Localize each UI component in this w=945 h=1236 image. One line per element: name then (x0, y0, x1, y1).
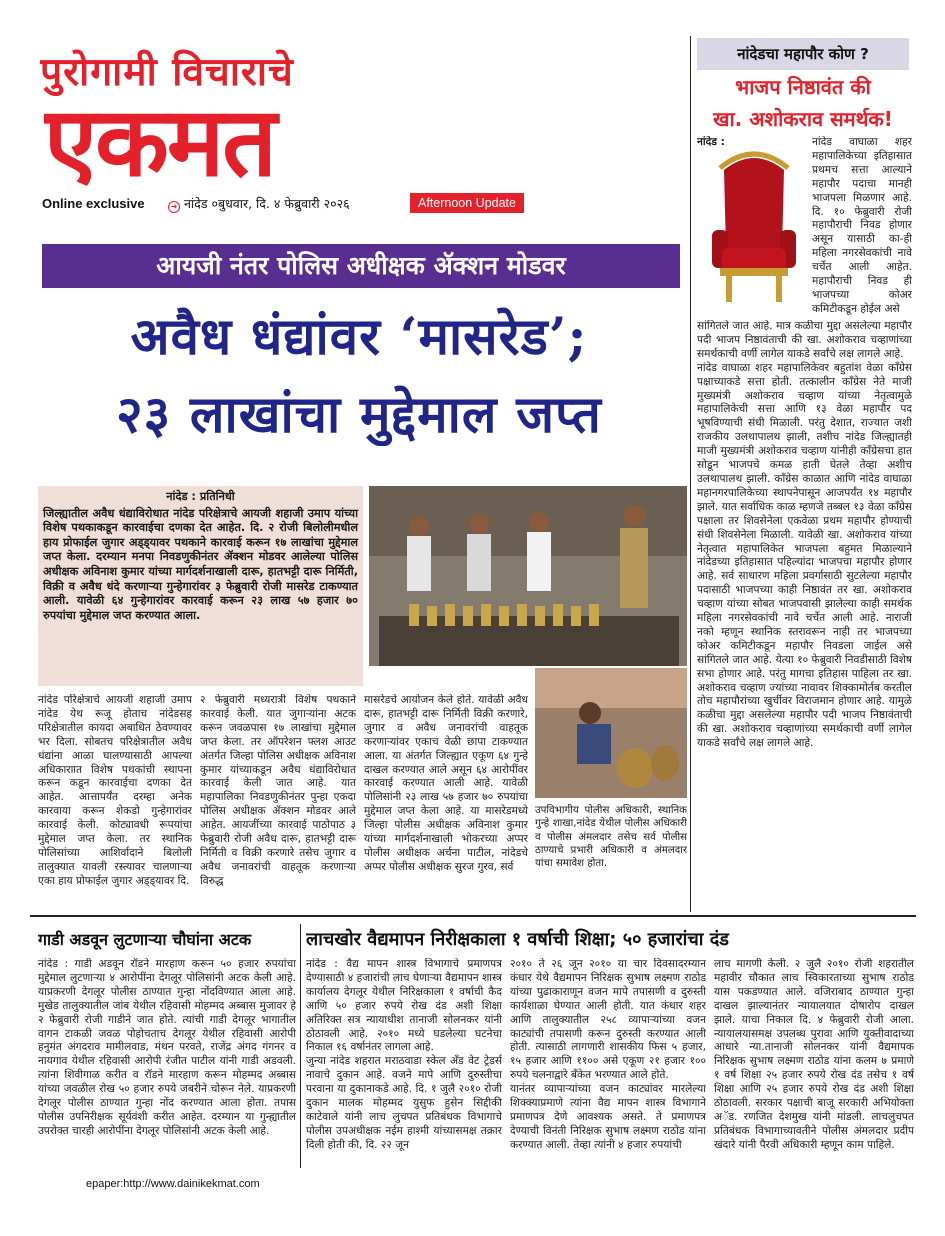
left-story-divider (300, 924, 301, 1168)
story-summary-box (38, 486, 363, 686)
dateline (168, 194, 350, 214)
photo-caption: उपविभागीय पोलीस अधिकारी, स्थानिक गुन्हे शाखा,नांदेड येथील पोलीस अधिकारी व पोलीस अंमलदार तसेच सर्व पोलीस ठाण्याचे प्रभारी अधिकारी व अंमलदार यांचा समावेश होता. (535, 805, 687, 870)
summary-text: जिल्ह्यातील अवैध धंद्याविरोधात नांदेड परिक्षेत्राचे आयजी शहाजी उमाप यांच्या विशेष पथकाकडून कारवाईचा दणका देत आहेत. दि. २ रोजी बिलोलीमधील हाय प्रोफाईल जुगार अड्ड्यावर पथकाने कारवाई करून १७ लाखांचा मुद्देमाल जप्त केला. दरम्यान मनपा निवडणुकीनंतर ॲक्शन मोडवर आलेल्या पोलिस अधीक्षक अविनाश कुमार यांच्या मार्गदर्शनाखाली दारू, हातभट्टी दारू निर्मिती, विक्री व अवैध धंदे करणाऱ्या गुन्हेगारांवर ३ फेब्रुवारी रोजी मासरेड टाकण्यात आली. यावेळी ६४ गुन्हेगारांवर कारवाई करून २३ लाख ५७ हजार ७० रुपयांचा मुद्देमाल जप्त करण्यात आला. (43, 506, 358, 622)
sidebar-lead: नांदेड वाघाळा शहर महापालिकेच्या इतिहासात प्रथमच सत्ता आल्याने महापौर पदाचा मानही भाजपला मिळणार आहे. दि. १० फेब्रुवारी रोजी महापौराची निवड होणार असून यासाठी का-ही महिला नगरसेवकांची नावे चर्चेत आली आहेत. महापौराची निवड ही भाजपच्या कोअर कमिटीकडून होईल असे (812, 136, 912, 315)
raid-photo (535, 668, 687, 798)
sidebar-headline-line-2: खा. अशोकराव समर्थक! (713, 107, 893, 131)
right-story-column-3: लाच मागणी केली. २ जुलै २०१० रोजी शहरातील महावीर चौकात लाच स्विकारताच्या सुभाष राठोड यास पकडण्यात आले. वजिराबाद ठाण्यात गुन्हा दाखल झाल्यानंतर न्यायालयात दोषारोप दाखल झाले. याचा निकाल दि. ४ फेब्रुवारी रोजी आला. न्यायालयासमक्ष उपलब्ध पुरावा आणि युक्तीवादाच्या आधारे न्या.तानाजी सोलनकर यांनी वैद्यमापक निरिक्षक सुभाष लक्ष्मण राठोड यांना कलम ७ प्रमाणे १ वर्ष शिक्षा २५ हजार रुपये रोख दंड तसेच १ वर्ष शिक्षा आणि २५ हजार रुपये रोख दंड अशी शिक्षा ठोठावली. सरकार पक्षाची बाजू सरकारी अभियोक्ता अॅड. रणजित देशमुख यांनी मांडली. लाचलुचपत प्रतिबंधक विभागाच्यावतीने पोलीस अंमलदार प्रदीप खंदारे यांनी पैरवी अधिकारी म्हणून काम पाहिले. (714, 958, 914, 1151)
headline-line-2: २३ लाखांचा मुद्देमाल जप्त (116, 385, 602, 445)
story-kicker: आयजी नंतर पोलिस अधीक्षक ॲक्शन मोडवर (42, 244, 680, 288)
officers-photo-illustration (369, 486, 687, 666)
right-story-headline: लाचखोर वैद्यमापन निरीक्षकाला १ वर्षाची शिक्षा; ५० हजारांचा दंड (306, 929, 729, 950)
section-rule-top (30, 915, 916, 917)
online-exclusive-label: Online exclusive (42, 196, 145, 211)
sidebar-divider (690, 36, 691, 912)
sidebar-headline-line-1: भाजप निष्ठावंत की (735, 75, 871, 99)
right-story-column-1: नांदेड : वैद्य मापन शास्त्र विभागाचे प्रमाणपत्र देण्यासाठी ४ हजारांची लाच घेणाऱ्या वैद्यमापन शास्त्र कार्यालय देगलूर येथील निरिक्षकाला १ वर्षाची कैद आणि ५० हजार रुपये रोख दंड अशी शिक्षा अतिरिक्त सत्र न्यायाधीश तानाजी सोलनकर यांनी ठोठावली आहे. २०१० मध्ये घडलेल्या घटनेचा निकाल १६ वर्षानंतर लागला आहे. जुन्या नांदेड शहरात मराठवाडा स्केल अँड वेट ट्रेडर्स नावाचे दुकान आहे. वजने मापे आणि दुरुस्तीचा परवाना या दुकानाकडे आहे. दि. १ जुलै २०१० रोजी दुकान मालक मोहम्मद युसुफ हुसेन सिद्दीकी काटेवाले यांनी लाच लुचपत प्रतिबंधक विभागाचे पोलीस उपअधीक्षक नईम हाश्मी यांच्यासमक्ष तक्रार दिली होती की, दि. २२ जून (306, 958, 502, 1151)
arrow-right-icon: ➜ (168, 201, 180, 213)
sidebar-question: नांदेडचा महापौर कोण ? (697, 38, 909, 70)
main-story-column-1: नांदेड परिक्षेत्राचे आयजी शहाजी उमाप नांदेड येथ रूजू होताच नांदेडसह परिक्षेत्रातील कायदा अबाधित ठेवण्यावर भर दिला. सोबतच परिक्षेत्रातील अवैध धंद्यांना आळा घालण्यासाठी आपल्या अधिकाराात विशेष पथकांची स्थापना करून कडून कारवाईचा दणका देत आहेत. आत्तापर्यंत दरम्हा अनेक कारवाया करून शेकडो गुन्हेगारांवर कारवाई केली. कोट्यावधी रूपयांचा मुद्देमाल जप्त केला. तर स्थानिक पोलिसांच्या आशिर्वादाने बिलोली तालुक्यात यावली रस्त्यावर चालणाऱ्या एका हाय प्रोफाईल जुगार अड्ड्यावर दि. (38, 694, 192, 887)
raid-photo-illustration (535, 668, 687, 798)
sidebar-byline: नांदेड : (697, 136, 725, 148)
masthead-tagline: पुरोगामी विचाराचे (40, 49, 294, 95)
headline-line-1: अवैध धंद्यांवर ‘मासरेड’; (130, 307, 588, 367)
left-story-body: नांदेड : गाडी अडवून रॉडने मारहाण करून ५० हजार रुपयांचा मुद्देमाल लुटणाऱ्या ४ आरोपींना देगलूर पोलिसांनी अटक केली आहे. याप्रकरणी देगलूर पोलीस ठाण्यात गुन्हा नोंदविण्यात आला आहे. मुखेड तालुक्यातील जांब येथील रहिवासी मोहम्मद अब्बास मुजावर हे २ फेब्रुवारी रोजी गाडीने जात होते. त्यांची गाडी देगलूर भागातील वागन टाकळी जवळ पोहोचताच देगलूर येथील रहिवासी आरोपी हनुमंत अंगदराव मामीलवाड, मंथन परवते, राजेंद्र अंगद गंगनर व नायगाव येथील रहिवासी आरोपी रंजीत पाटील यांनी गाडी अडवली. त्यांना शिवीगाळ करीत व रॉडने मारहाण करून मोहम्मद अब्बास यांच्या जवळील रोख ५० हजार रुपये जबरीने चोरून नेले. याप्रकरणी देगलूर पोलीस ठाण्यात गुन्हा नोंद करण्यात आला होता. तपास पोलीस उपनिरीक्षक सूर्यवंशी करीत आहेत. दरम्यान या गुन्ह्यातील उपरोक्त चारही आरोपींना देगलूर पोलिसांनी अटक केली आहे. (38, 958, 296, 1137)
summary-byline: नांदेड : प्रतिनिधी (166, 490, 235, 503)
edition-badge: Afternoon Update (410, 193, 524, 213)
chair-image (702, 150, 806, 310)
left-story-headline: गाडी अडवून लुटणाऱ्या चौघांना अटक (38, 930, 252, 949)
right-story-column-2: २०१० ते २६ जून २०१० या चार दिवसादरम्यान कंधार येथे वैद्यमापन निरिक्षक सुभाष लक्ष्मण राठोड यांच्या पुढाकाराणून वजन मापे तपासणी व दुरुस्ती कार्यशाळा घेण्यात आली होती. यात कंधार शहर आणि तालुक्यातील २५८ व्यापाऱ्यांच्या वजन काट्यांची तपासणी करून दुरुस्ती करण्यात आली होती. त्यासाठी लागणारी शासकीय फिस ५ हजार, १५ हजार आणि ११०० असे एकूण २१ हजार १०० रुपये चलनाद्वारे बँकेत भरण्यात आले होते. यानंतर व्यापाऱ्यांच्या वजन काट्यांवर मारलेल्या शिक्क्याप्रमाणे त्यांना वैद्य मापन शास्त्र विभागाने प्रमाणपत्र देणे आवश्यक असते. ते प्रमाणपत्र देण्याची विनंती निरिक्षक सुभाष लक्ष्मण राठोड यांना करण्यात आली. तेव्हा त्यांनी ४ हजार रुपयांची (510, 958, 706, 1151)
sidebar-body: सांगितले जात आहे. मात्र कळीचा मुद्दा असलेल्या महापौर पदी भाजप निष्ठावंताची की खा. अशोकराव चव्हाणांच्या समर्थकाची वर्णी लागेल याकडे सर्वांचे लक्ष लागले आहे. नांदेड वाघाळा शहर महापालिकेवर बहुतांश वेळा काँग्रेस पक्षाच्याकडे सत्ता होती. तत्कालीन काँग्रेस नेते माजी मुख्यमंत्री अशोकराव चव्हाण यांच्या नेतृत्वामुळे महापालिकेची सत्ता आणि १३ वेळा महापौर पद भूषविण्याची संधी मिळाली. परंतु देशात, राज्यात जशी राजकीय उलथापालथ झाली, तशीच नांदेड जिल्ह्यातही माजी मुख्यमंत्री अशोकराव चव्हाण यांनीही काँग्रेसचा हात सोडून भाजपचे कमळ हाती घेतले तेव्हा अशीच उलथापालथ झाली. काँग्रेस काळात आणि नांदेड वाघाळा महानगरपालिकेच्या स्थापनेपासून आजपर्यंत १४ महापौर झाले. यात सर्वाधिक काळ म्हणजे तब्बल १३ वेळा काँग्रेस पक्षाला तर शिवसेनेला एकवेळा प्रथम महापौर होण्याची संधी शिवसेनेला मिळाली. यावेळी खा. अशोकराव यांच्या नेतृत्वात महापालिकेत भाजपला बहुमत मिळाल्याने नांदेडच्या इतिहासात पहिल्यांदा भाजपचा महापौर होणार आहे. सर्व साधारण महिला प्रवर्गासाठी सुटलेल्या महापौर पदासाठी भाजपच्या काही निष्ठावंत तर खा. अशोकराव चव्हाण यांच्या सोबत भाजपवासी झालेल्या काही समर्थक महिला नगरसेवकांची नावे चर्चेत आली आहे. नाराजी नको म्हणून स्थानिक स्तरावरून नाही तर भाजपच्या कोअर कमिटीकडून महापौर निवडला जाईल असे सांगितले जात आहे. येत्या १० फेब्रुवारी निवडीसाठी विशेष सभा होणार आहे. परंतु मागचा इतिहास पाहिला तर खा. अशोकराव चव्हाण ज्यांच्या नावावर शिक्कामोर्तब करतील तोच महापौरांच्या खुर्चीवर विराजमान होणार आहे. यामुळे कळीचा मुद्दा असलेल्या महापौर पदी भाजप निष्ठावंताची की खा. अशोकराव चव्हाणांच्या समर्थकाची वर्णी लागेल याकडे सर्वांचे लक्ष लागले आहे. (697, 320, 912, 750)
main-story-column-2: २ फेब्रुवारी मध्यरात्री विशेष पथकाने कारवाई केली. यात जुगाऱ्यांना अटक करून जवळपास १७ लाखांचा मुद्देमाल जप्त केला. तर ऑपरेशन फ्लश आउट अंतर्गत जिल्हा पोलिस अधीक्षक अविनाश कुमार यांच्याकडून अवैध धंद्याविरोधात कारवाई केली जात आहे. यात महापालिका निवडणुकीनंतर पुन्हा एकदा पोलिस अधीक्षक ॲक्शन मोडवर आले आहेत. आयजींच्या कारवाई पाठोपाठ ३ फेब्रुवारी रोजी अवैध दारू, हातभट्टी दारू निर्मिती व विक्री करणारे तसेच जुगार व अवैध जनावरांची वाहतूक करणाऱ्या विरुद्ध (200, 694, 356, 887)
epaper-link[interactable]: epaper:http://www.dainikekmat.com (86, 1178, 260, 1190)
dateline-text: नांदेड ०बुधवार, दि. ४ फेब्रुवारी २०२६ (184, 196, 350, 211)
chair-illustration (702, 150, 806, 310)
officers-photo (369, 486, 687, 666)
masthead-brand-logo: एकमत (44, 88, 275, 198)
main-story-column-3: मासरेडचे आयोजन केले होते. यावेळी अवैध दारू, हातभट्टी दारू निर्मिती विक्री करणारे, जुगार व अवैध जनावरांची वाहतूक करणाऱ्यांवर एकाच वेळी छापा टाकण्यात आला. या अंतर्गत जिल्ह्यात एकूण ६४ गुन्हे दाखल करण्यात आले असून ६४ आरोपींवर कारवाई करण्यात आली आहे. यावेळी पोलिसांनी २३ लाख ५७ हजार ७० रुपयांचा मुद्देमाल जप्त केला आहे. या मासरेडमध्ये जिल्हा पोलीस अधीक्षक अविनाश कुमार यांच्या मार्गदर्शनाखाली भोकरच्या अप्पर पोलीस अधीक्षक अर्चना पाटील, नांदेडचे अप्पर पोलीस अधीक्षक सुरज गुरव, सर्व (364, 694, 528, 873)
